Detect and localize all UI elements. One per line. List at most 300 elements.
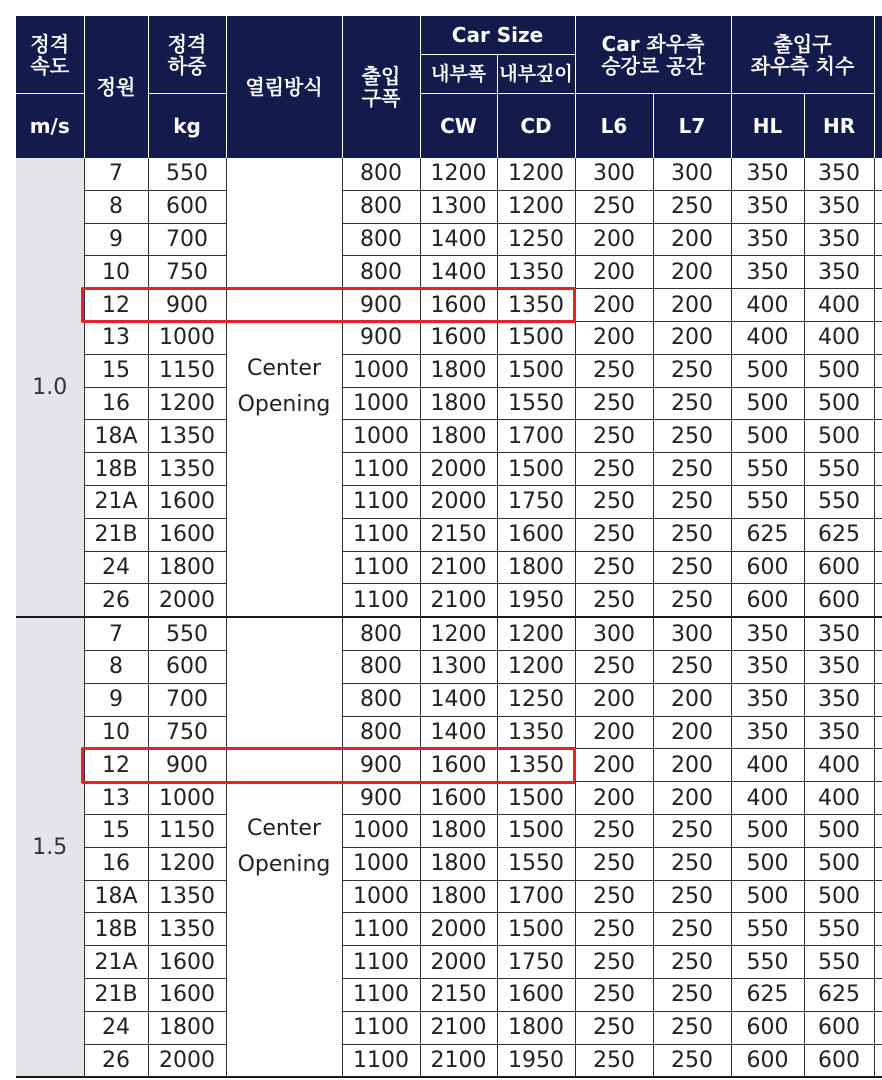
load-cell: 900 [148, 749, 226, 782]
hl-cell: 550 [731, 946, 804, 979]
table-row [16, 420, 882, 453]
cd-cell: 1550 [497, 387, 575, 420]
capacity-cell: 18A [84, 880, 148, 913]
cw-cell: 2100 [420, 551, 497, 584]
table-row [16, 223, 882, 256]
opening-type-cell [226, 617, 342, 1077]
edge-cell [874, 354, 882, 387]
header-car-space: Car 좌우측 승강로 공간 [575, 16, 731, 94]
cd-cell: 1500 [497, 814, 575, 847]
table-row [16, 584, 882, 617]
edge-cell [874, 749, 882, 782]
header-load: 정격 하중 [148, 16, 226, 94]
hr-cell: 350 [804, 716, 874, 749]
cd-cell: 1750 [497, 485, 575, 518]
load-cell: 600 [148, 190, 226, 223]
capacity-cell: 15 [84, 354, 148, 387]
l6-cell: 250 [575, 518, 653, 551]
l6-cell: 200 [575, 256, 653, 289]
table-row [16, 814, 882, 847]
capacity-cell: 8 [84, 190, 148, 223]
edge-cell [874, 650, 882, 683]
hl-cell: 500 [731, 814, 804, 847]
header-hl: HL [731, 94, 804, 159]
cd-cell: 1250 [497, 223, 575, 256]
speed-cell: 1.0 [16, 158, 84, 617]
hr-cell: 350 [804, 617, 874, 650]
edge-cell [874, 190, 882, 223]
header-car-size: Car Size [420, 16, 575, 55]
cd-cell: 1600 [497, 978, 575, 1011]
capacity-cell: 24 [84, 1011, 148, 1044]
hr-cell: 600 [804, 551, 874, 584]
l7-cell: 250 [653, 946, 731, 979]
hl-cell: 625 [731, 518, 804, 551]
capacity-cell: 12 [84, 289, 148, 322]
l6-cell: 250 [575, 847, 653, 880]
cd-cell: 1800 [497, 1011, 575, 1044]
entrance-cell: 900 [342, 321, 420, 354]
cd-cell: 1350 [497, 716, 575, 749]
l7-cell: 250 [653, 584, 731, 617]
edge-cell [874, 420, 882, 453]
capacity-cell: 12 [84, 749, 148, 782]
hr-cell: 400 [804, 289, 874, 322]
table-row [16, 880, 882, 913]
hl-cell: 350 [731, 716, 804, 749]
load-cell: 1350 [148, 453, 226, 486]
l7-cell: 250 [653, 354, 731, 387]
hr-cell: 400 [804, 749, 874, 782]
l7-cell: 250 [653, 387, 731, 420]
cd-cell: 1350 [497, 289, 575, 322]
capacity-cell: 8 [84, 650, 148, 683]
speed-cell: 1.5 [16, 617, 84, 1077]
entrance-cell: 900 [342, 289, 420, 322]
hr-cell: 550 [804, 485, 874, 518]
load-cell: 1000 [148, 782, 226, 815]
load-cell: 1150 [148, 354, 226, 387]
l6-cell: 200 [575, 716, 653, 749]
cd-cell: 1500 [497, 453, 575, 486]
hr-cell: 500 [804, 387, 874, 420]
l6-cell: 200 [575, 223, 653, 256]
entrance-cell: 1000 [342, 354, 420, 387]
table-row [16, 1044, 882, 1077]
load-cell: 550 [148, 158, 226, 190]
entrance-cell: 800 [342, 223, 420, 256]
load-cell: 1200 [148, 387, 226, 420]
entrance-cell: 1100 [342, 584, 420, 617]
edge-cell [874, 716, 882, 749]
entrance-cell: 800 [342, 716, 420, 749]
hr-cell: 550 [804, 453, 874, 486]
l6-cell: 250 [575, 1011, 653, 1044]
table-row [16, 847, 882, 880]
entrance-cell: 1000 [342, 880, 420, 913]
hl-cell: 400 [731, 289, 804, 322]
hl-cell: 625 [731, 978, 804, 1011]
table-row [16, 453, 882, 486]
entrance-cell: 900 [342, 782, 420, 815]
entrance-cell: 1100 [342, 1011, 420, 1044]
header-cw: CW [420, 94, 497, 159]
l7-cell: 200 [653, 256, 731, 289]
hl-cell: 350 [731, 617, 804, 650]
capacity-cell: 10 [84, 256, 148, 289]
edge-cell [874, 485, 882, 518]
edge-cell [874, 978, 882, 1011]
cw-cell: 1800 [420, 880, 497, 913]
table-row [16, 551, 882, 584]
load-cell: 1350 [148, 880, 226, 913]
opening-type-line: Center [246, 356, 322, 382]
edge-cell [874, 321, 882, 354]
table-row [16, 321, 882, 354]
load-cell: 1800 [148, 1011, 226, 1044]
entrance-cell: 1000 [342, 420, 420, 453]
entrance-cell: 1000 [342, 847, 420, 880]
l6-cell: 200 [575, 782, 653, 815]
hr-cell: 550 [804, 946, 874, 979]
table-body [16, 158, 882, 1077]
entrance-cell: 800 [342, 256, 420, 289]
entrance-cell: 800 [342, 683, 420, 716]
hr-cell: 625 [804, 518, 874, 551]
edge-cell [874, 256, 882, 289]
l6-cell: 250 [575, 190, 653, 223]
edge-cell [874, 880, 882, 913]
cw-cell: 1600 [420, 749, 497, 782]
entrance-cell: 800 [342, 190, 420, 223]
header-entrance: 출입 구폭 [342, 16, 420, 158]
capacity-cell: 21A [84, 485, 148, 518]
edge-cell [874, 1011, 882, 1044]
l7-cell: 250 [653, 551, 731, 584]
table-row [16, 716, 882, 749]
capacity-cell: 24 [84, 551, 148, 584]
hr-cell: 400 [804, 782, 874, 815]
table-row [16, 518, 882, 551]
edge-cell [874, 223, 882, 256]
cd-cell: 1200 [497, 650, 575, 683]
edge-cell [874, 289, 882, 322]
cd-cell: 1200 [497, 617, 575, 650]
header-l7: L7 [653, 94, 731, 159]
table-row [16, 617, 882, 650]
l7-cell: 250 [653, 650, 731, 683]
load-cell: 750 [148, 256, 226, 289]
cw-cell: 1300 [420, 190, 497, 223]
hl-cell: 350 [731, 256, 804, 289]
table-row [16, 946, 882, 979]
capacity-cell: 18B [84, 453, 148, 486]
load-cell: 1350 [148, 420, 226, 453]
hl-cell: 350 [731, 223, 804, 256]
l7-cell: 200 [653, 782, 731, 815]
l7-cell: 250 [653, 814, 731, 847]
edge-cell [874, 617, 882, 650]
hr-cell: 600 [804, 1011, 874, 1044]
cw-cell: 2000 [420, 485, 497, 518]
header-unit-load: kg [148, 94, 226, 159]
cw-cell: 2000 [420, 913, 497, 946]
hl-cell: 400 [731, 782, 804, 815]
load-cell: 1200 [148, 847, 226, 880]
table-row [16, 354, 882, 387]
hr-cell: 350 [804, 190, 874, 223]
header-entrance-dims: 출입구 좌우측 치수 [731, 16, 874, 94]
cw-cell: 1800 [420, 814, 497, 847]
edge-cell [874, 913, 882, 946]
l6-cell: 250 [575, 814, 653, 847]
capacity-cell: 10 [84, 716, 148, 749]
capacity-cell: 9 [84, 683, 148, 716]
load-cell: 550 [148, 617, 226, 650]
l7-cell: 250 [653, 847, 731, 880]
header-l6: L6 [575, 94, 653, 159]
load-cell: 900 [148, 289, 226, 322]
hr-cell: 500 [804, 420, 874, 453]
load-cell: 1600 [148, 518, 226, 551]
edge-cell [874, 584, 882, 617]
table-row [16, 978, 882, 1011]
entrance-cell: 1100 [342, 1044, 420, 1077]
cd-cell: 1500 [497, 782, 575, 815]
l6-cell: 250 [575, 354, 653, 387]
l6-cell: 250 [575, 420, 653, 453]
hl-cell: 350 [731, 158, 804, 190]
header-opening-type: 열림방식 [226, 16, 342, 158]
hl-cell: 550 [731, 453, 804, 486]
l6-cell: 200 [575, 289, 653, 322]
l7-cell: 300 [653, 158, 731, 190]
cd-cell: 1700 [497, 880, 575, 913]
entrance-cell: 800 [342, 650, 420, 683]
opening-type-cell [226, 158, 342, 617]
l7-cell: 200 [653, 683, 731, 716]
hl-cell: 350 [731, 650, 804, 683]
edge-cell [874, 453, 882, 486]
load-cell: 1600 [148, 978, 226, 1011]
l7-cell: 250 [653, 913, 731, 946]
cw-cell: 1400 [420, 683, 497, 716]
header-hr: HR [804, 94, 874, 159]
hl-cell: 500 [731, 354, 804, 387]
hr-cell: 500 [804, 354, 874, 387]
opening-type-line: Opening [237, 392, 331, 418]
cw-cell: 1200 [420, 158, 497, 190]
hl-cell: 550 [731, 913, 804, 946]
cw-cell: 1800 [420, 420, 497, 453]
hl-cell: 500 [731, 880, 804, 913]
capacity-cell: 26 [84, 1044, 148, 1077]
edge-cell [874, 814, 882, 847]
l7-cell: 250 [653, 518, 731, 551]
cd-cell: 1750 [497, 946, 575, 979]
header-capacity: 정원 [84, 16, 148, 158]
l7-cell: 250 [653, 453, 731, 486]
cd-cell: 1500 [497, 354, 575, 387]
capacity-cell: 16 [84, 847, 148, 880]
hl-cell: 600 [731, 1011, 804, 1044]
elevator-spec-table [16, 16, 882, 1078]
cd-cell: 1800 [497, 551, 575, 584]
hl-cell: 350 [731, 683, 804, 716]
entrance-cell: 1100 [342, 485, 420, 518]
header-car-width: 내부폭 [420, 55, 497, 94]
table-row [16, 650, 882, 683]
l6-cell: 300 [575, 158, 653, 190]
cw-cell: 2000 [420, 453, 497, 486]
table-row [16, 782, 882, 815]
load-cell: 2000 [148, 1044, 226, 1077]
table-row [16, 683, 882, 716]
capacity-cell: 7 [84, 617, 148, 650]
capacity-cell: 13 [84, 321, 148, 354]
header-unit-speed: m/s [16, 94, 84, 159]
hl-cell: 500 [731, 387, 804, 420]
cw-cell: 1600 [420, 321, 497, 354]
hr-cell: 500 [804, 847, 874, 880]
hr-cell: 550 [804, 913, 874, 946]
hl-cell: 600 [731, 584, 804, 617]
l7-cell: 200 [653, 716, 731, 749]
edge-cell [874, 158, 882, 190]
table-row [16, 485, 882, 518]
l7-cell: 250 [653, 880, 731, 913]
table-row [16, 289, 882, 322]
cw-cell: 1800 [420, 354, 497, 387]
hr-cell: 350 [804, 683, 874, 716]
cd-cell: 1500 [497, 913, 575, 946]
l6-cell: 250 [575, 946, 653, 979]
entrance-cell: 1100 [342, 913, 420, 946]
cw-cell: 2150 [420, 978, 497, 1011]
table-row [16, 749, 882, 782]
entrance-cell: 800 [342, 158, 420, 190]
cd-cell: 1350 [497, 749, 575, 782]
capacity-cell: 16 [84, 387, 148, 420]
hr-cell: 625 [804, 978, 874, 1011]
l7-cell: 200 [653, 749, 731, 782]
capacity-cell: 18A [84, 420, 148, 453]
cd-cell: 1250 [497, 683, 575, 716]
cw-cell: 1200 [420, 617, 497, 650]
edge-cell [874, 683, 882, 716]
cw-cell: 2100 [420, 1011, 497, 1044]
cw-cell: 1600 [420, 289, 497, 322]
header-car-depth: 내부깊이 [497, 55, 575, 94]
capacity-cell: 26 [84, 584, 148, 617]
cd-cell: 1550 [497, 847, 575, 880]
capacity-cell: 21B [84, 978, 148, 1011]
load-cell: 1000 [148, 321, 226, 354]
hr-cell: 500 [804, 814, 874, 847]
entrance-cell: 800 [342, 617, 420, 650]
capacity-cell: 21A [84, 946, 148, 979]
table-row [16, 158, 882, 190]
l6-cell: 200 [575, 683, 653, 716]
cw-cell: 2100 [420, 584, 497, 617]
hr-cell: 350 [804, 158, 874, 190]
capacity-cell: 13 [84, 782, 148, 815]
hr-cell: 350 [804, 256, 874, 289]
hr-cell: 350 [804, 223, 874, 256]
load-cell: 700 [148, 683, 226, 716]
table-row [16, 387, 882, 420]
hl-cell: 600 [731, 1044, 804, 1077]
l6-cell: 250 [575, 1044, 653, 1077]
cw-cell: 2150 [420, 518, 497, 551]
l6-cell: 250 [575, 978, 653, 1011]
cw-cell: 1400 [420, 716, 497, 749]
entrance-cell: 1100 [342, 453, 420, 486]
l6-cell: 250 [575, 387, 653, 420]
cw-cell: 2000 [420, 946, 497, 979]
opening-type-line: Center [246, 816, 322, 842]
edge-cell [874, 387, 882, 420]
l7-cell: 250 [653, 420, 731, 453]
cd-cell: 1700 [497, 420, 575, 453]
l7-cell: 300 [653, 617, 731, 650]
hr-cell: 600 [804, 584, 874, 617]
edge-cell [874, 782, 882, 815]
hl-cell: 500 [731, 847, 804, 880]
cw-cell: 1600 [420, 782, 497, 815]
hl-cell: 500 [731, 420, 804, 453]
l6-cell: 250 [575, 551, 653, 584]
l6-cell: 250 [575, 453, 653, 486]
cd-cell: 1350 [497, 256, 575, 289]
load-cell: 1150 [148, 814, 226, 847]
hl-cell: 550 [731, 485, 804, 518]
hl-cell: 400 [731, 321, 804, 354]
edge-cell [874, 946, 882, 979]
cw-cell: 2100 [420, 1044, 497, 1077]
l6-cell: 300 [575, 617, 653, 650]
l6-cell: 250 [575, 485, 653, 518]
load-cell: 1600 [148, 485, 226, 518]
capacity-cell: 9 [84, 223, 148, 256]
cd-cell: 1200 [497, 158, 575, 190]
load-cell: 1350 [148, 913, 226, 946]
table-row [16, 190, 882, 223]
load-cell: 1800 [148, 551, 226, 584]
cw-cell: 1800 [420, 847, 497, 880]
entrance-cell: 1100 [342, 946, 420, 979]
edge-cell [874, 1044, 882, 1077]
opening-type-line: Opening [237, 852, 331, 878]
hr-cell: 500 [804, 880, 874, 913]
entrance-cell: 1000 [342, 814, 420, 847]
load-cell: 2000 [148, 584, 226, 617]
cw-cell: 1300 [420, 650, 497, 683]
l7-cell: 250 [653, 190, 731, 223]
cd-cell: 1500 [497, 321, 575, 354]
l7-cell: 200 [653, 321, 731, 354]
hl-cell: 350 [731, 190, 804, 223]
l7-cell: 250 [653, 485, 731, 518]
cw-cell: 1800 [420, 387, 497, 420]
l7-cell: 250 [653, 1044, 731, 1077]
cd-cell: 1950 [497, 584, 575, 617]
load-cell: 750 [148, 716, 226, 749]
l6-cell: 200 [575, 749, 653, 782]
cd-cell: 1600 [497, 518, 575, 551]
capacity-cell: 7 [84, 158, 148, 190]
load-cell: 700 [148, 223, 226, 256]
